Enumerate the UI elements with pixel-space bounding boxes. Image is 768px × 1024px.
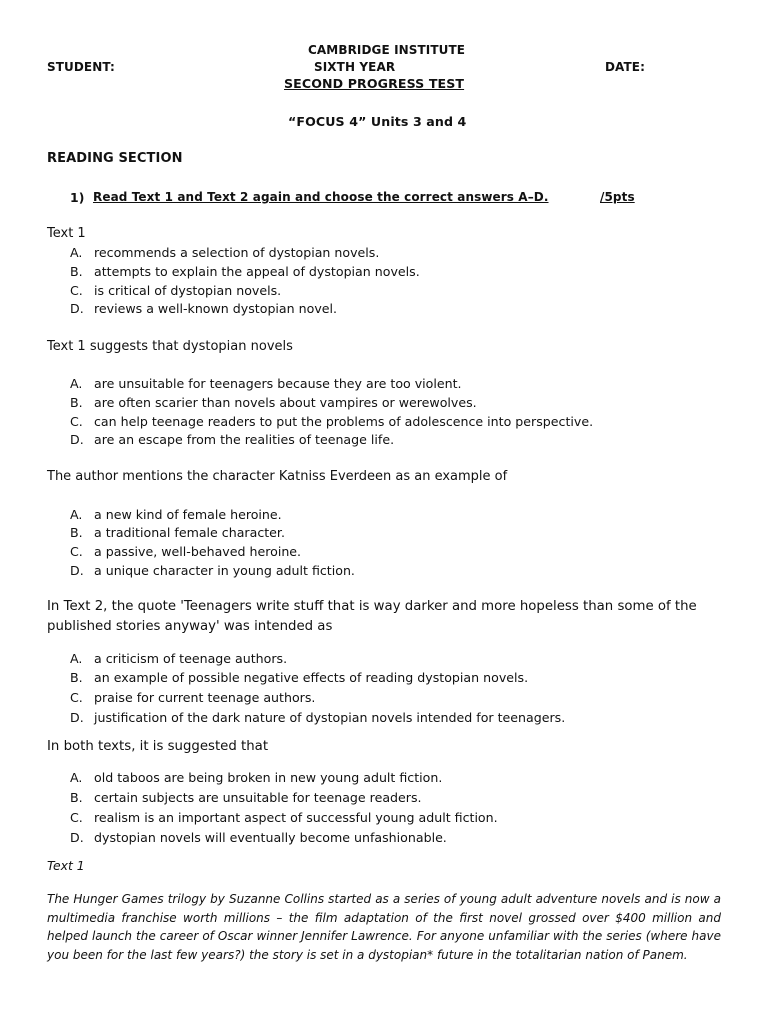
question-5-prompt: In both texts, it is suggested that [47,739,269,754]
option-letter: D. [70,710,84,725]
question-4-prompt-line-2: published stories anyway' was intended as [47,619,333,634]
option-text: realism is an important aspect of successful young adult fiction. [94,810,498,825]
option-text: recommends a selection of dystopian novels. [94,245,380,260]
option-letter: B. [70,395,83,410]
option-text: are an escape from the realities of teenage life. [94,432,395,447]
option-letter: C. [70,810,83,825]
option-letter: A. [70,770,83,785]
option-letter: C. [70,544,83,559]
option-text: attempts to explain the appeal of dystopian novels. [94,264,420,279]
option-text: a passive, well-behaved heroine. [94,544,302,559]
units-subtitle: “FOCUS 4” Units 3 and 4 [288,114,467,129]
option-letter: B. [70,670,83,685]
option-text: are unsuitable for teenagers because they are too violent. [94,376,462,391]
option-letter: D. [70,432,84,447]
instruction-points: /5pts [600,190,635,204]
option-text: dystopian novels will eventually become unfashionable. [94,830,447,845]
passage-label: Text 1 [47,858,85,873]
institute-name: CAMBRIDGE INSTITUTE [308,43,466,57]
option-text: are often scarier than novels about vampires or werewolves. [94,395,477,410]
option-text: old taboos are being broken in new young adult fiction. [94,770,443,785]
passage-body: The Hunger Games trilogy by Suzanne Collins started as a series of young adult adventure novels and is now a multimedia franchise worth millions – the film adaptation of the first novel grossed over $400 million and helped launch the career of Oscar winner Jennifer Lawrence. For anyone unfamiliar with the series (where have you been for the last few years?) the story is set in a dystopian* future in the totalitarian nation of Panem. [47,892,721,962]
student-label: STUDENT: [47,60,115,74]
instruction-number: 1) [70,190,85,205]
question-2-prompt: Text 1 suggests that dystopian novels [47,339,293,354]
option-letter: A. [70,507,83,522]
option-text: an example of possible negative effects of reading dystopian novels. [94,670,529,685]
option-letter: A. [70,376,83,391]
option-letter: B. [70,264,83,279]
question-1-prompt: Text 1 [47,226,86,241]
option-letter: A. [70,651,83,666]
question-3-prompt: The author mentions the character Katniss Everdeen as an example of [47,469,508,484]
option-letter: D. [70,301,84,316]
option-letter: D. [70,563,84,578]
date-label: DATE: [605,60,645,74]
option-letter: B. [70,790,83,805]
option-letter: D. [70,830,84,845]
option-letter: A. [70,245,83,260]
option-text: reviews a well-known dystopian novel. [94,301,338,316]
school-year: SIXTH YEAR [314,60,396,74]
option-text: a traditional female character. [94,525,285,540]
option-letter: C. [70,414,83,429]
option-text: a unique character in young adult fiction. [94,563,355,578]
instruction-text: Read Text 1 and Text 2 again and choose the correct answers A–D. [93,190,549,204]
test-title: SECOND PROGRESS TEST [284,76,465,91]
question-4-prompt-line-1: In Text 2, the quote 'Teenagers write stuff that is way darker and more hopeless than some of the [47,599,697,614]
option-letter: B. [70,525,83,540]
option-letter: C. [70,283,83,298]
option-text: a criticism of teenage authors. [94,651,288,666]
option-letter: C. [70,690,83,705]
option-text: certain subjects are unsuitable for teenage readers. [94,790,422,805]
section-title: READING SECTION [47,151,183,166]
option-text: justification of the dark nature of dystopian novels intended for teenagers. [94,710,566,725]
option-text: can help teenage readers to put the problems of adolescence into perspective. [94,414,594,429]
option-text: is critical of dystopian novels. [94,283,282,298]
option-text: a new kind of female heroine. [94,507,282,522]
option-text: praise for current teenage authors. [94,690,316,705]
